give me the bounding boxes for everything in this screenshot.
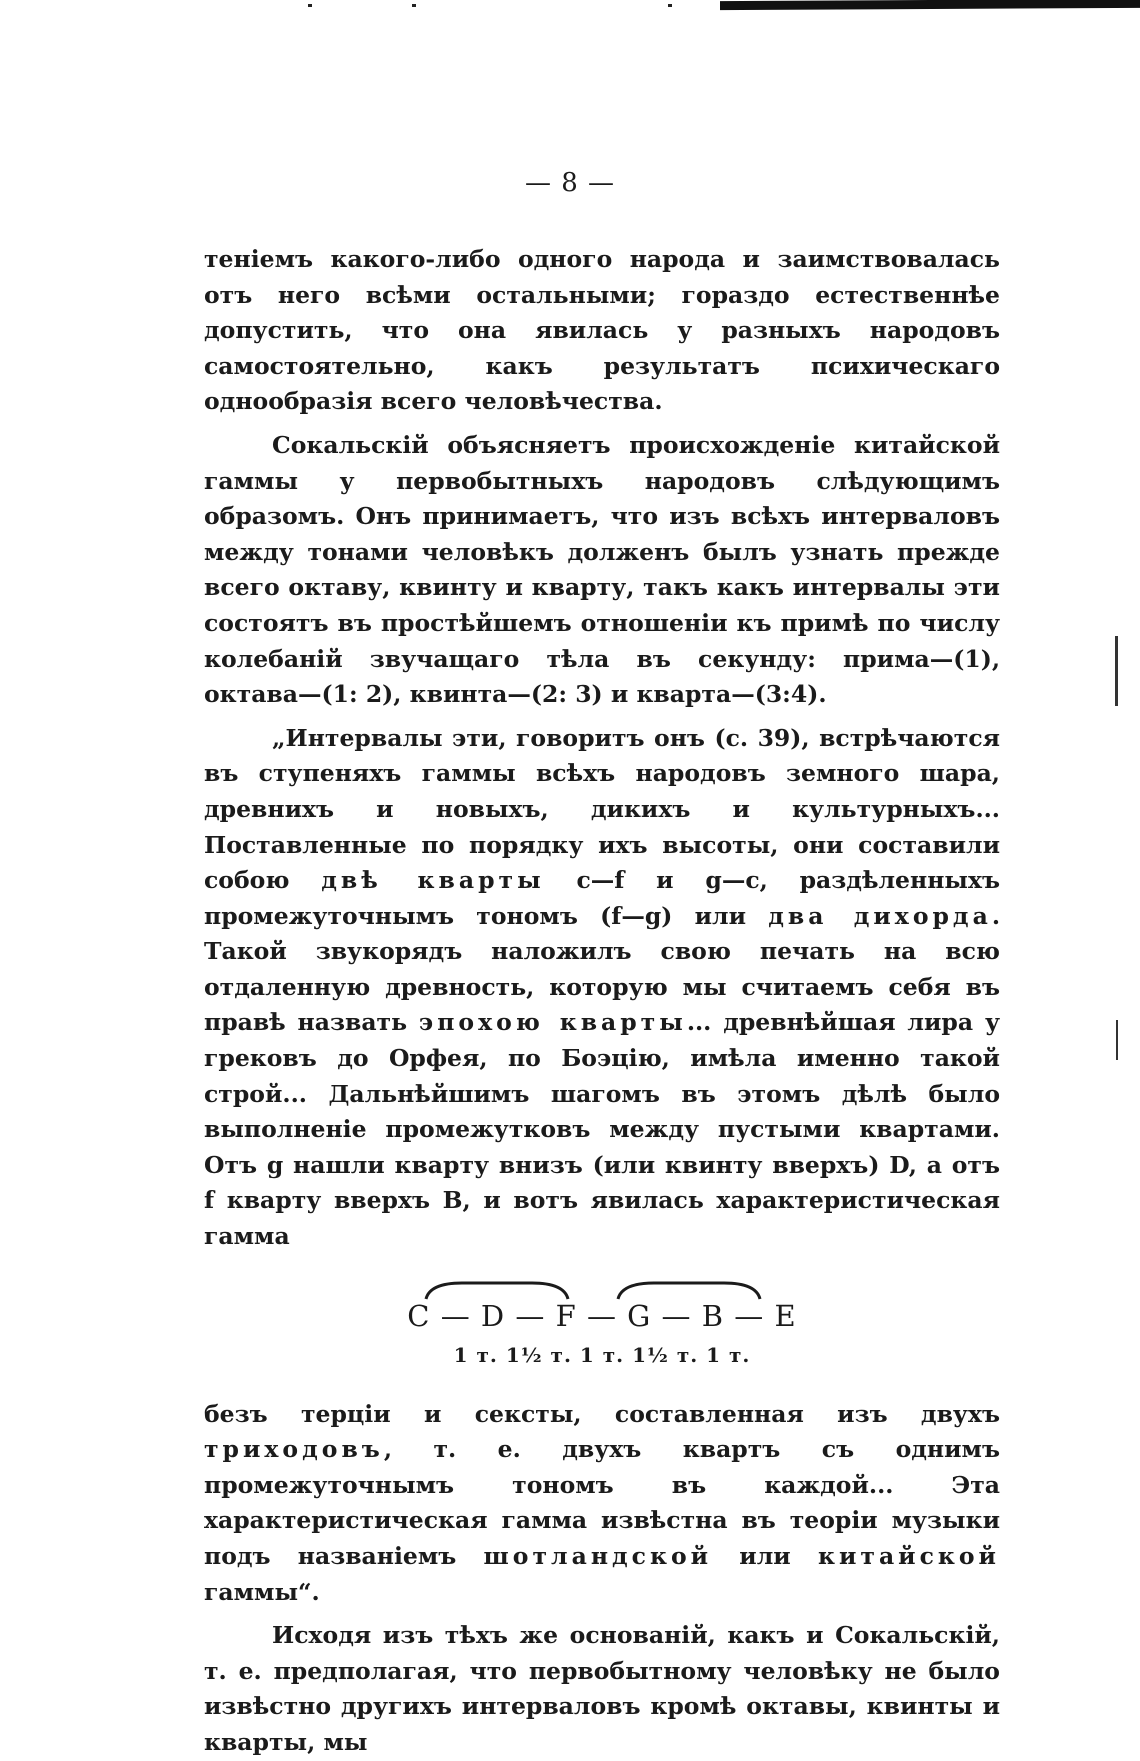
quote-paragraph: „Интервалы эти, говоритъ онъ (с. 39), встрѣчаются въ ступеняхъ гаммы всѣхъ народовъ земного шара, древнихъ и новыхъ, дикихъ и культурныхъ... Поставленные по порядку ихъ высоты, они составили собою двѣ кварты c—f и g—c, раздѣленныхъ промежуточнымъ тономъ (f—g) или два дихорда. Такой звукорядъ наложилъ свою печать на всю отдаленную древность, которую мы считаемъ себя въ правѣ назвать эпохою кварты... древнѣйшая лира у грековъ до Орфея, по Боэцію, имѣла именно такой строй... Дальнѣйшимъ шагомъ въ этомъ дѣлѣ было выполненіе промежутковъ между пустыми квартами. Отъ g нашли кварту внизъ (или квинту вверхъ) D, а отъ f кварту вверхъ B, и вотъ явилась характеристическая гамма [204, 723, 1001, 1251]
tetrachord-arc-right [614, 1279, 764, 1301]
tetrachord-arc-left [422, 1279, 572, 1301]
scale-formula [204, 1255, 1000, 1397]
scale-steps: 1 т. 1½ т. 1 т. 1½ т. 1 т. [453, 1342, 751, 1367]
paragraph-2: Сокальскій объясняетъ происхожденіе китайской гаммы у первобытныхъ народовъ слѣдующимъ образомъ. Онъ принимаетъ, что изъ всѣхъ интерваловъ между тонами человѣкъ долженъ былъ узнать прежде всего октаву, квинту и кварту, такъ какъ интервалы эти состоятъ въ простѣйшемъ отношеніи къ примѣ по числу колебаній звучащаго тѣла въ секунду: прима—(1), октава—(1: 2), квинта—(2: 3) и кварта—(3:4). [204, 430, 1000, 709]
scan-dark-border [720, 0, 1140, 10]
scan-right-mark [1115, 636, 1118, 706]
page-number: — 8 — [524, 168, 616, 198]
paragraph-1: теніемъ какого-либо одного народа и заимствовалась отъ него всѣми остальными; гораздо естественнѣе допустить, что она явилась у разныхъ народовъ самостоятельно, какъ результатъ психическаго однообразія всего человѣчества. [204, 245, 1000, 416]
scan-speck [668, 4, 672, 7]
scale-notes: C — D — F — G — B — E [407, 1298, 797, 1333]
scan-speck [308, 4, 312, 7]
page-body [204, 242, 1000, 1761]
final-paragraph: Исходя изъ тѣхъ же основаній, какъ и Сокальскій, т. е. предполагая, что первобытному человѣку не было извѣстно другихъ интерваловъ кромѣ октавы, квинты и кварты, мы [204, 1621, 1000, 1756]
scan-top-edge [0, 0, 1140, 16]
scan-right-mark [1116, 1020, 1118, 1060]
scan-speck [412, 4, 416, 7]
continuation-paragraph: безъ терціи и сексты, составленная изъ двухъ триходовъ, т. е. двухъ квартъ съ однимъ промежуточнымъ тономъ въ каждой... Эта характеристическая гамма извѣстна въ теоріи музыки подъ названіемъ шотландской или китайской гаммы“. [204, 1399, 1000, 1606]
